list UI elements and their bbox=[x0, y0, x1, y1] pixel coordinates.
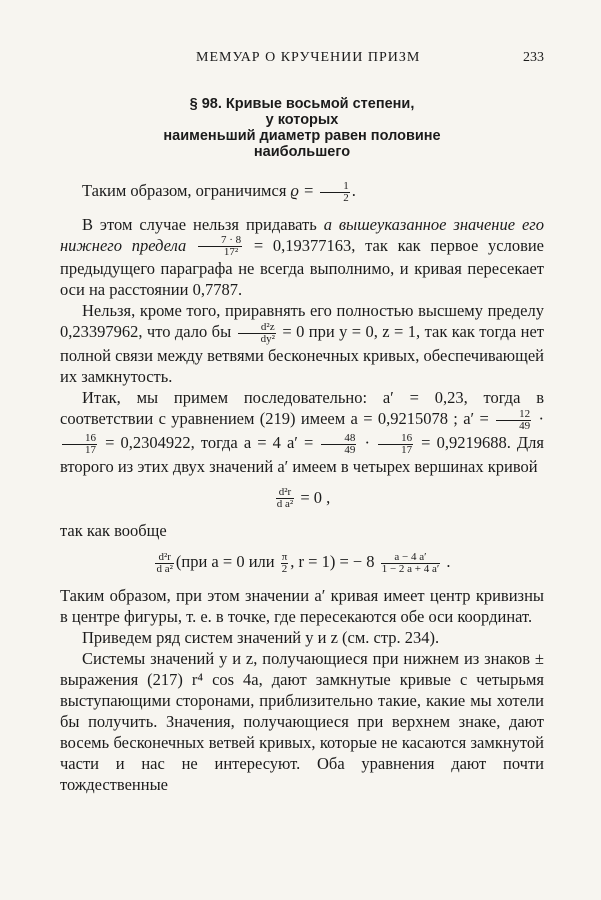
fraction-numerator: 16 bbox=[378, 433, 413, 445]
text-run: = 0 при y = 0, z = 1, так как тогда нет полной связи между ветвями бесконечных кривых, обеспечивающей их замкнутость. bbox=[60, 322, 545, 387]
paragraph-4 bbox=[60, 387, 544, 476]
fraction bbox=[320, 181, 350, 204]
text-run: = 0,19377163, так как первое условие предыдущего параграфа не всегда выполнимо, и кривая пересекает оси на расстоянии 0,7787. bbox=[60, 235, 545, 300]
multiply-dot: · bbox=[533, 409, 544, 429]
fraction-denominator: 17 bbox=[401, 443, 413, 456]
heading-line-2: у которых bbox=[265, 112, 339, 128]
text-run: Итак, мы примем последовательно: a′ = 0,23, тогда в соответствии с уравнением (219) имеем a = 0,9215078 ; a′ = bbox=[60, 388, 544, 429]
running-header bbox=[60, 50, 544, 72]
fraction-numerator: a − 4 a′ bbox=[381, 552, 441, 564]
text-run: = 0,9219688. Для второго из этих двух значений a′ имеем в четырех вершинах кривой bbox=[60, 432, 544, 476]
fraction-denominator: 49 bbox=[344, 443, 356, 456]
fraction bbox=[281, 552, 289, 575]
text-run: Таким образом, ограничимся bbox=[82, 181, 291, 200]
fraction-denominator: 17 bbox=[85, 443, 96, 456]
text-run: В этом случае нельзя придавать bbox=[82, 214, 324, 234]
fraction-denominator: dy² bbox=[260, 333, 275, 346]
heading-line-3: наименьший диаметр равен половине bbox=[163, 128, 441, 144]
paragraph-3 bbox=[60, 300, 544, 387]
fraction-numerator: π bbox=[281, 551, 288, 564]
paragraph-7: Приведем ряд систем значений y и z (см. стр. 234). bbox=[82, 628, 440, 648]
fraction-denominator: 2 bbox=[281, 563, 288, 576]
fraction-denominator: 1 − 2 a + 4 a′ bbox=[381, 563, 440, 576]
paragraph-2 bbox=[60, 214, 544, 301]
fraction bbox=[198, 235, 242, 258]
fraction-numerator: d²z bbox=[238, 322, 276, 334]
fraction-numerator: 48 bbox=[321, 433, 356, 445]
equation-text: , r = 1) = − 8 bbox=[290, 552, 375, 572]
fraction-numerator: 16 bbox=[62, 433, 97, 445]
text-run: Нельзя, кроме того, приравнять его полностью высшему пределу 0,23397962, что дало бы bbox=[60, 301, 544, 342]
page bbox=[60, 50, 544, 795]
paragraph-5: так как вообще bbox=[60, 521, 167, 541]
display-equation-2 bbox=[60, 551, 544, 575]
paragraph-1 bbox=[60, 180, 544, 204]
paragraph-6: Таким образом, при этом значении a′ кривая имеет центр кривизны в центре фигуры, т. е. в точке, где пересекаются обе оси координат. bbox=[60, 586, 544, 627]
fraction bbox=[321, 433, 356, 456]
math-rho: ϱ = bbox=[290, 181, 315, 200]
section-heading bbox=[60, 96, 544, 160]
heading-line-4: наибольшего bbox=[253, 144, 351, 160]
fraction-denominator: d a² bbox=[276, 498, 294, 511]
fraction-denominator: d a² bbox=[156, 563, 173, 576]
italic-text: а вышеуказанное значение его нижнего предела bbox=[60, 214, 544, 255]
fraction bbox=[62, 433, 97, 456]
equation-rhs: = 0 , bbox=[296, 487, 331, 507]
fraction bbox=[496, 409, 531, 432]
fraction bbox=[381, 552, 441, 575]
fraction-numerator: d²r bbox=[276, 487, 294, 499]
body-text bbox=[60, 180, 544, 795]
fraction-denominator: 49 bbox=[519, 419, 531, 432]
paragraph-8: Системы значений y и z, получающиеся при нижнем из знаков ± выражения (217) r⁴ cos 4a, дают замкнутые кривые с четырьмя выступающими сторонами, приблизительно такие, какие мы хотели бы получить. Значения, получающиеся при верхнем знаке, дают восемь бесконечных ветвей кривых, которые не касаются замкнутой части и нас не интересуют. Оба уравнения дают почти тождественные bbox=[60, 649, 544, 795]
fraction-numerator: 7 · 8 bbox=[198, 235, 242, 247]
page-number: 233 bbox=[523, 50, 544, 65]
display-equation-1 bbox=[60, 487, 544, 511]
heading-line-1: § 98. Кривые восьмой степени, bbox=[189, 96, 415, 112]
fraction bbox=[276, 487, 294, 510]
fraction-numerator: 1 bbox=[320, 181, 350, 193]
fraction-denominator: 2 bbox=[343, 191, 349, 204]
equation-end: . bbox=[442, 552, 451, 572]
text-run: . bbox=[351, 181, 356, 200]
fraction-numerator: 12 bbox=[496, 409, 531, 421]
running-title: МЕМУАР О КРУЧЕНИИ ПРИЗМ bbox=[196, 50, 421, 65]
fraction bbox=[238, 322, 276, 345]
text-run: = 0,2304922, тогда a = 4 a′ = bbox=[99, 432, 314, 452]
fraction bbox=[378, 433, 413, 456]
equation-text: (при a = 0 или bbox=[175, 552, 275, 572]
multiply-dot: · bbox=[358, 432, 377, 452]
fraction bbox=[155, 552, 173, 575]
fraction-numerator: d²r bbox=[155, 552, 173, 564]
fraction-denominator: 17² bbox=[223, 246, 239, 259]
